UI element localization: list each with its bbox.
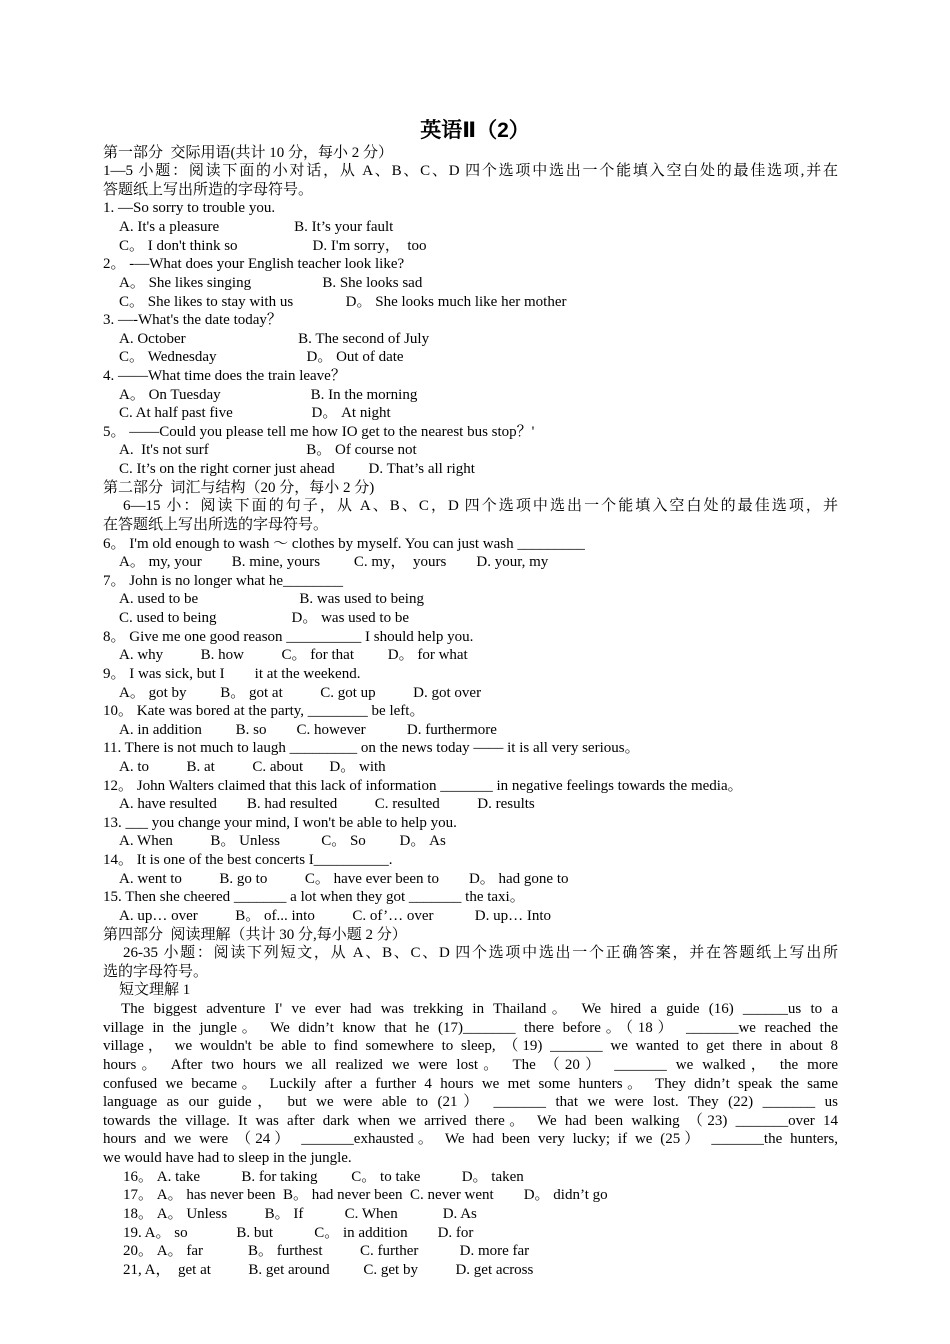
text-line: 在答题纸上写出所选的字母符号。 [103,516,329,533]
text-line: language as our guide， but we were able to (21） _______ that we were lost. They (22) _______ us [103,1094,838,1111]
text-line: village in the jungle。 We didn’t know that he (17)_______ there before。（18） _______we reached the [103,1019,838,1036]
text-line: hours。 After two hours we all realized we were lost。 The （20） _______ we walked， the more [103,1056,838,1073]
text-line: 14。 It is one of the best concerts I__________. [103,852,393,869]
page-title: 英语Ⅱ（2） [420,119,530,142]
text-line: 13. ___ you change your mind, I won't be able to help you. [103,814,457,831]
text-line: 16。 A. take B. for taking C。 to take D。 taken [123,1168,524,1185]
text-line: A. When B。 Unless C。 So D。 As [119,833,446,850]
text-line: 1—5 小题：阅读下面的小对话，从 A、B、C、D 四个选项中选出一个能填入空白处的最佳选项,并在 [103,163,838,180]
text-line: 第四部分 阅读理解（共计 30 分,每小题 2 分） [103,926,407,943]
text-line: 5。 ——Could you please tell me how IO get to the nearest bus stop？' [103,423,535,440]
text-line: A. to B. at C. about D。 with [119,759,386,775]
text-line: C。 Wednesday D。 Out of date [119,349,404,366]
text-line: 8。 Give me one good reason __________ I should help you. [103,628,474,645]
text-line: A。 She likes singing B. She looks sad [119,274,423,291]
text-line: 19. A。 so B. but C。 in addition D. for [123,1224,474,1241]
text-line: 7。 John is no longer what he________ [103,572,343,589]
text-line: A. used to be B. was used to being [119,591,424,608]
text-line: A. went to B. go to C。 have ever been to D。 had gone to [119,870,569,887]
text-line: 6—15 小：阅读下面的句子，从 A、B、C，D 四个选项中选出一个能填入空白处的最佳选项，并 [123,498,838,515]
text-line: confused we became。 Luckily after a further 4 hours we met some hunters。 They didn’t speak the same [103,1075,838,1092]
text-line: 第二部分 词汇与结构（20 分，每小 2 分) [103,479,375,496]
text-line: C。 I don't think so D. I'm sorry， too [119,237,427,254]
text-line: A. have resulted B. had resulted C. resulted D. results [119,796,535,813]
text-line: A。 On Tuesday B. In the morning [119,386,418,403]
text-line: 9。 I was sick, but I it at the weekend. [103,665,361,682]
text-line: The biggest adventure I' ve ever had was trekking in Thailand。 We hired a guide (16) ______us to a [103,1001,838,1017]
text-line: A。 my, your B. mine, yours C. my， yours D. your, my [119,554,549,571]
text-line: 15. Then she cheered _______ a lot when they got _______ the taxi。 [103,889,525,906]
text-line: A. why B. how C。 for that D。 for what [119,647,468,664]
text-line: 18。 A。 Unless B。 If C. When D. As [123,1205,477,1222]
text-line: we would have had to sleep in the jungle. [103,1150,352,1166]
text-line: A. It's a pleasure B. It’s your fault [119,219,394,235]
text-line: A. It's not surf B。 Of course not [119,442,417,459]
text-line: 4. ——What time does the train leave？ [103,367,346,384]
text-line: 20。 A。 far B。 furthest C. further D. more far [123,1243,530,1260]
text-line: C. At half past five D。 At night [119,405,391,422]
text-line: A。 got by B。 got at C. got up D. got over [119,684,482,701]
text-line: 1. —So sorry to trouble you. [103,200,276,217]
text-line: A. October B. The second of July [119,330,430,347]
text-line: A. in addition B. so C. however D. furthermore [119,721,497,738]
text-line: 2。 -—What does your English teacher look like? [103,256,405,273]
text-line: village， we wouldn't be able to find somewhere to sleep, （19) _______ we wanted to get there in about 8 [103,1038,838,1055]
text-line: 3. —-What's the date today？ [103,312,282,329]
text-line: C. used to being D。 was used to be [119,610,409,626]
text-line: 6。 I'm old enough to wash ～ clothes by myself. You can just wash _________ [103,535,585,552]
text-line: A. up… over B。 of... into C. of’… over D. up… Into [119,907,552,924]
text-line: C. It’s on the right corner just ahead D. That’s all right [119,461,475,477]
text-line: 21, A， get at B. get around C. get by D. get across [123,1261,534,1278]
text-line: 10。 Kate was bored at the party, ________ be left。 [103,703,425,720]
text-line: C。 She likes to stay with us D。 She looks much like her mother [119,293,567,310]
text-line: 17。 A。 has never been B。 had never been C. never went D。 didn’t go [123,1187,608,1204]
text-line: 12。 John Walters claimed that this lack of information _______ in negative feelings towards the media。 [103,777,743,794]
text-line: 26-35 小题：阅读下列短文，从 A、B、C、D 四个选项中选出一个正确答案，并在答题纸上写出所 [123,945,838,962]
text-line: 第一部分 交际用语(共计 10 分，每小 2 分） [103,144,393,161]
text-line: 11. There is not much to laugh _________ on the news today —— it is all very serious。 [103,740,640,757]
text-line: towards the village. It was after dark when we arrived there。 We had been walking （23) _______over 14 [103,1112,838,1129]
text-line: 选的字母符号。 [103,963,209,980]
text-line: 短文理解 1 [119,982,191,999]
text-line: 答题纸上写出所造的字母符号。 [103,181,314,198]
text-line: hours and we were （24） _______exhausted。 We had been very lucky; if we (25） _______the hunters, [103,1131,838,1148]
